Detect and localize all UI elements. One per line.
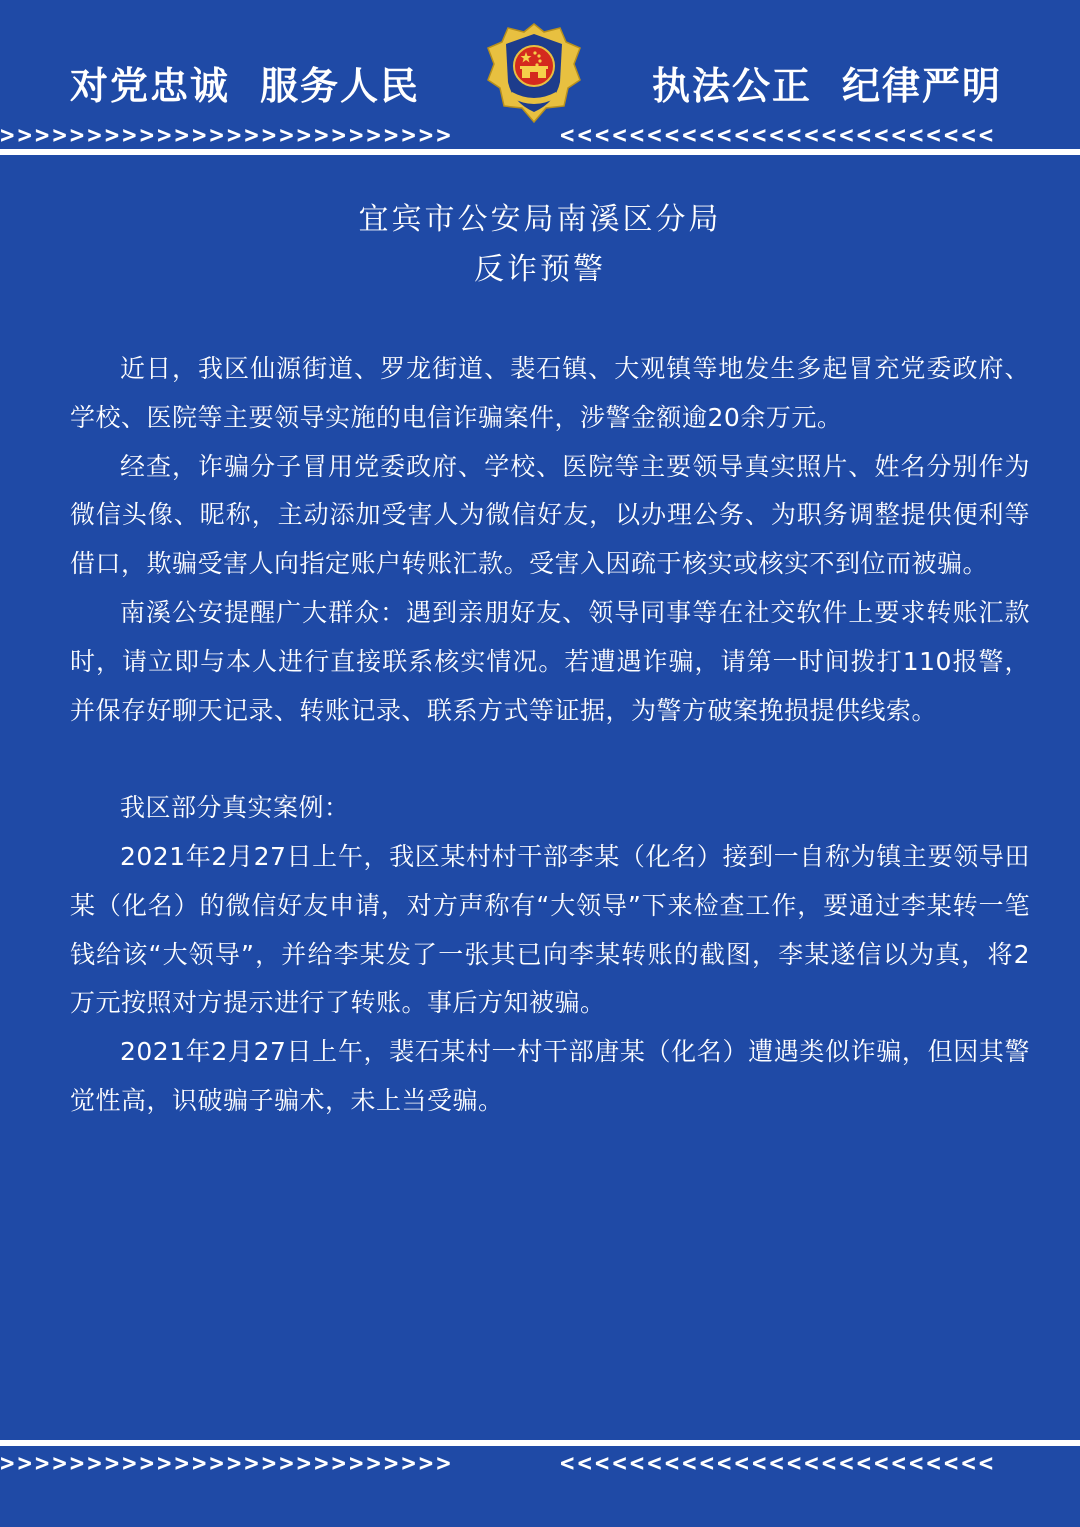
top-arrow-band (0, 120, 1080, 150)
slogan-left-2: 服务人民 (260, 64, 421, 108)
article-body (70, 345, 1030, 1126)
header (0, 0, 1080, 125)
police-emblem-icon (484, 22, 584, 126)
top-arrows-right: >>>>>>>>>>>>>>>>>>>>>>>>>> (0, 121, 454, 149)
title-org: 宜宾市公安局南溪区分局 (358, 202, 722, 237)
top-divider (0, 149, 1080, 155)
paragraph-intro: 近日，我区仙源街道、罗龙街道、裴石镇、大观镇等地发生多起冒充党委政府、学校、医院等主要领导实施的电信诈骗案件，涉警金额逾20余万元。 (70, 354, 1030, 432)
slogan-left (70, 58, 420, 114)
title-heading: 反诈预警 (474, 252, 606, 287)
bottom-divider (0, 1440, 1080, 1446)
paragraph-reminder: 南溪公安提醒广大群众：遇到亲朋好友、领导同事等在社交软件上要求转账汇款时，请立即与本人进行直接联系核实情况。若遭遇诈骗，请第一时间拨打110报警，并保存好聊天记录、转账记录、联系方式等证据，为警方破案挽损提供线索。 (70, 597, 1030, 725)
slogan-right-2: 纪律严明 (842, 64, 1003, 108)
bottom-arrows-left: <<<<<<<<<<<<<<<<<<<<<<<<< (560, 1449, 997, 1477)
paragraph-investigation: 经查，诈骗分子冒用党委政府、学校、医院等主要领导真实照片、姓名分别作为微信头像、昵称，主动添加受害人为微信好友，以办理公务、为职务调整提供便利等借口，欺骗受害人向指定账户转账汇款。受害入因疏于核实或核实不到位而被骗。 (70, 451, 1030, 579)
paragraph-case-2: 2021年2月27日上午，裴石某村一村干部唐某（化名）遭遇类似诈骗，但因其警觉性高，识破骗子骗术，未上当受骗。 (70, 1037, 1030, 1115)
slogan-right-1: 执法公正 (652, 64, 813, 108)
paragraph-spacer (70, 735, 1030, 784)
bottom-arrow-band (0, 1448, 1080, 1478)
bottom-arrows-right: >>>>>>>>>>>>>>>>>>>>>>>>>> (0, 1449, 454, 1477)
slogan-left-1: 对党忠诚 (70, 64, 231, 108)
paragraph-cases-heading: 我区部分真实案例： (120, 793, 350, 823)
slogan-right (652, 58, 1002, 114)
paragraph-case-1: 2021年2月27日上午，我区某村村干部李某（化名）接到一自称为镇主要领导田某（化名）的微信好友申请，对方声称有“大领导”下来检查工作，要通过李某转一笔钱给该“大领导”，并给李某发了一张其已向李某转账的截图，李某遂信以为真，将2万元按照对方提示进行了转账。事后方知被骗。 (70, 841, 1030, 1018)
top-arrows-left: <<<<<<<<<<<<<<<<<<<<<<<<< (560, 121, 997, 149)
